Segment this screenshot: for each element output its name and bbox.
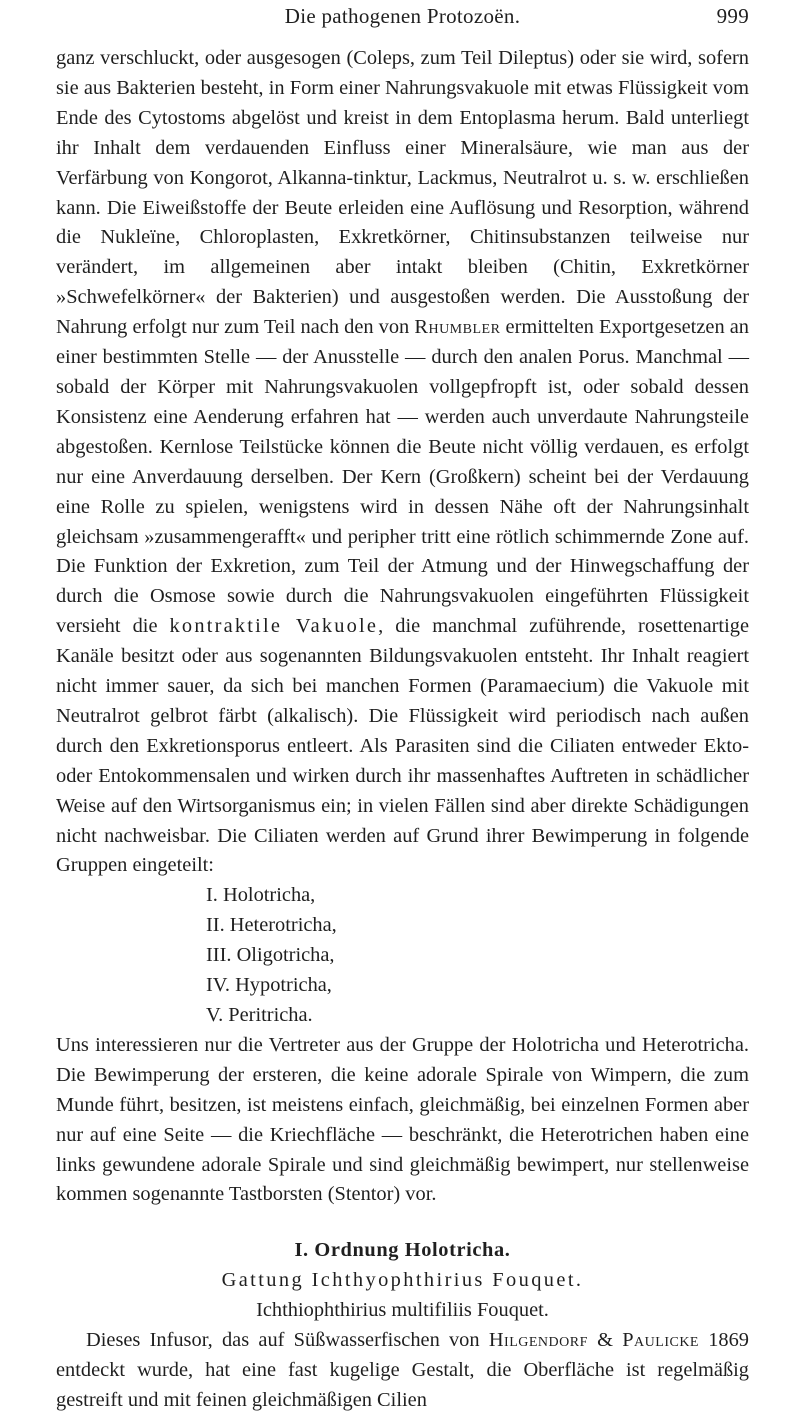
page-number: 999 [716, 4, 749, 28]
paragraph-text: ganz verschluckt, oder ausgesogen (Coleps, zum Teil Dileptus) oder sie wird, sofern sie aus Bakterien besteht, in Form einer Nahrungsvakuole mit etwas Flüssigkeit vom Ende des Cytostoms abgelöst und kreist in dem Entoplasma herum. Bald unterliegt ihr Inhalt dem verdauenden Einfluss einer Mineralsäure, wie man aus der Verfärbung von Kongorot, Alkanna-tinktur, Lackmus, Neutralrot u. s. w. erschließen kann. Die Eiweißstoffe der Beute erleiden eine Auflösung und Resorption, während die Nukleïne, Chloroplasten, Exkretkörner, Chitinsubstanzen teilweise nur verändert, im allgemeinen aber intakt bleiben (Chitin, Exkretkörner »Schwefelkörner« der Bakterien) und ausgestoßen werden. Die Ausstoßung der Nahrung erfolgt nur zum Teil nach den von [56, 47, 749, 339]
genus-label: Gattung [221, 1269, 305, 1292]
paragraph-text: , die manchmal zuführende, rosettenartige Kanäle besitzt oder aus sogenannten Bildungsvakuolen entsteht. Ihr Inhalt reagiert nicht immer sauer, da sich bei manchen Formen (Paramaecium) die Vakuole mit Neutralrot gelbrot färbt (alkalisch). Die Flüssigkeit wird periodisch nach außen durch den Exkretionsporus entleert. Als Parasiten sind die Ciliaten entweder Ekto- oder Entokommensalen und wirken durch ihr massenhaftes Auftreten in schädlicher Weise auf den Wirtsorganismus ein; in vielen Fällen sind aber direkte Schädigungen nicht nachweisbar. Die Ciliaten werden auf Grund ihrer Bewimperung in folgende Gruppen eingeteilt: [56, 615, 749, 877]
paragraph-groups: Uns interessieren nur die Vertreter aus der Gruppe der Holotricha und Heterotricha. Die Bewimperung der ersteren, die keine adorale Spirale von Wimpern, die zum Munde führt, besitzen, ist meistens einfach, gleichmäßig, bei einzelnen Formen aber nur auf eine Seite — die Kriechfläche — beschränkt, die Heterotrichen haben eine links gewundene adorale Spirale und sind gleichmäßig bewimpert, nur stellenweise kommen sogenannte Tastborsten (Stentor) vor. [56, 1033, 749, 1206]
paragraph-digestion [56, 44, 749, 881]
emphasized-term: kontraktile Vakuole [169, 615, 379, 638]
genus-author: Fouquet. [492, 1269, 584, 1292]
author-name: Rhumbler [414, 316, 501, 339]
list-item: I. Holotricha, [206, 884, 316, 907]
page-header [56, 0, 749, 44]
author-name: Hilgendorf [488, 1329, 588, 1352]
list-item: V. Peritricha. [206, 1004, 313, 1026]
author-name: Paulicke [622, 1329, 699, 1352]
genus-heading [56, 1266, 749, 1296]
running-title: Die pathogenen Protozoën. [284, 4, 521, 28]
list-item: II. Heterotricha, [206, 914, 337, 937]
paragraph-text: 1869 entdeckt wurde, hat eine fast kugelige Gestalt, die Oberfläche ist regelmäßig gestreift und mit feinen gleichmäßigen Cilien [56, 1329, 749, 1411]
species-heading: Ichthiophthirius multifiliis Fouquet. [256, 1299, 549, 1322]
paragraph-text: & [587, 1329, 623, 1352]
paragraph-species [56, 1326, 749, 1416]
body-text [56, 44, 749, 1416]
paragraph-text: Dieses Infusor, das auf Süßwasserfischen von [86, 1329, 489, 1352]
genus-name: Ichthyophthirius [311, 1269, 485, 1292]
paragraph-text: ermittelten Exportgesetzen an einer bestimmten Stelle — der Anusstelle — durch den analen Porus. Manchmal — sobald der Körper mit Nahrungsvakuolen vollgepfropft ist, oder sobald dessen Konsistenz eine Aenderung erfahren hat — werden auch unverdaute Nahrungsteile abgestoßen. Kernlose Teilstücke können die Beute nicht völlig verdauen, es erfolgt nur eine Anverdauung derselben. Der Kern (Großkern) scheint bei der Verdauung eine Rolle zu spielen, wenigstens wird in dessen Nähe oft der Nahrungsinhalt gleichsam »zusammengerafft« und peripher tritt eine rötlich schimmernde Zone auf. Die Funktion der Exkretion, zum Teil der Atmung und der Hinwegschaffung der durch die Osmose sowie durch die Nahrungsvakuolen eingeführten Flüssigkeit versieht die [56, 316, 749, 638]
list-item: IV. Hypotricha, [206, 974, 332, 997]
order-heading: I. Ordnung Holotricha. [294, 1239, 511, 1262]
group-list [56, 881, 749, 1031]
list-item: III. Oligotricha, [206, 944, 335, 967]
